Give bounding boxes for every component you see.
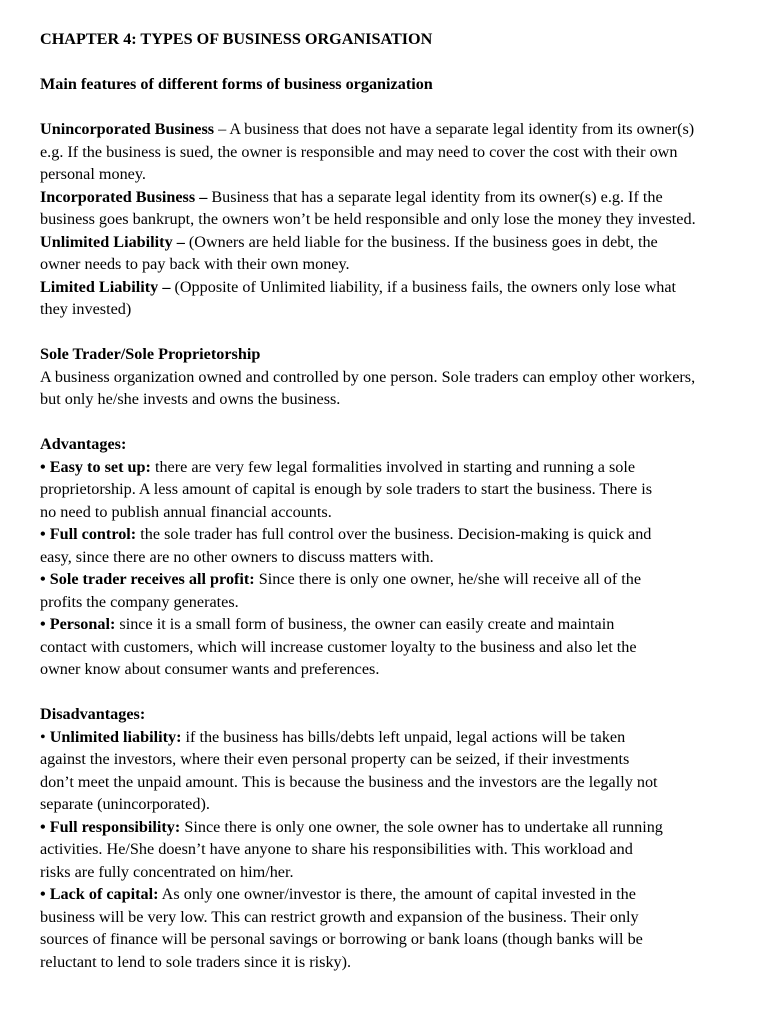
item-text: Since there is only one owner, he/she will receive all of the profits the company generates. (40, 570, 642, 611)
definition-incorporated (40, 186, 700, 231)
spacer (40, 96, 728, 119)
advantages-list (40, 456, 728, 681)
definition-term: Limited Liability – (40, 277, 171, 296)
list-item (40, 816, 665, 884)
bullet: • (40, 570, 50, 588)
definition-text: Business that has a separate legal identity from its owner(s) e.g. If the business goes bankrupt, the owners won’t be held responsible and only lose the money they invested. (40, 187, 696, 228)
features-heading: Main features of different forms of business organization (40, 75, 433, 93)
definition-term: Unlimited Liability – (40, 232, 185, 251)
spacer (40, 411, 728, 434)
sole-trader-heading: Sole Trader/Sole Proprietorship (40, 345, 261, 363)
spacer (40, 681, 728, 704)
spacer (40, 51, 728, 74)
item-text: there are very few legal formalities involved in starting and running a sole proprietorship. A less amount of capital is enough by sole traders to start the business. There is no need to publish annual financial accounts. (40, 457, 653, 521)
definition-separator: – (214, 120, 230, 138)
item-label: Full responsibility: (49, 817, 181, 836)
bullet: • (40, 457, 50, 476)
disadvantages-list (40, 726, 728, 974)
item-text: As only one owner/investor is there, the amount of capital invested in the business will be very low. This can restrict growth and expansion of the business. Their only sources of finance will be personal savings or borrowing or bank loans (though banks will be reluctant to lend to sole traders since it is risky). (40, 885, 643, 971)
list-item (40, 883, 665, 973)
item-text: since it is a small form of business, the owner can easily create and maintain contact with customers, which will increase customer loyalty to the business and also let the owner know about consumer wants and preferences. (40, 615, 637, 678)
item-label: Unlimited liability: (49, 727, 182, 746)
item-label: Easy to set up: (49, 457, 151, 476)
definition-unincorporated (40, 118, 700, 186)
definition-term: Unincorporated Business (40, 120, 215, 138)
bullet: • (40, 525, 50, 543)
bullet: • (40, 727, 50, 746)
definition-text: (Owners are held liable for the business. If the business goes in debt, the owner needs to pay back with their own money. (40, 232, 658, 273)
item-label: Personal: (49, 615, 116, 633)
list-item (40, 523, 665, 568)
spacer (40, 321, 728, 344)
bullet: • (40, 615, 50, 633)
definition-limited-liability (40, 276, 700, 321)
item-label: Full control: (49, 525, 137, 543)
item-label: Lack of capital: (49, 885, 159, 903)
item-text: if the business has bills/debts left unpaid, legal actions will be taken against the investors, where their even personal property can be seized, if their investments don’t meet the unpaid amount. This is because the business and the investors are the legally not separate (unincorporated). (40, 727, 658, 813)
chapter-title: CHAPTER 4: TYPES OF BUSINESS ORGANISATION (40, 30, 433, 48)
definition-unlimited-liability (40, 231, 700, 276)
definition-term: Incorporated Business – (40, 187, 208, 206)
sole-trader-description: A business organization owned and controlled by one person. Sole traders can employ other workers, but only he/she invests and owns the business. (40, 367, 696, 408)
list-item (40, 568, 665, 613)
definition-text: (Opposite of Unlimited liability, if a business fails, the owners only lose what they invested) (40, 277, 677, 318)
list-item (40, 726, 665, 816)
definitions-block (40, 118, 728, 321)
bullet: • (40, 885, 50, 903)
list-item (40, 613, 665, 681)
bullet: • (40, 817, 50, 836)
advantages-heading: Advantages: (40, 435, 127, 453)
disadvantages-heading: Disadvantages: (40, 705, 146, 723)
item-text: the sole trader has full control over the business. Decision-making is quick and easy, since there are no other owners to discuss matters with. (40, 525, 652, 566)
list-item (40, 456, 665, 524)
definition-text: A business that does not have a separate legal identity from its owner(s) e.g. If the business is sued, the owner is responsible and may need to cover the cost with their own personal money. (40, 120, 695, 183)
item-label: Sole trader receives all profit: (49, 570, 255, 588)
item-text: Since there is only one owner, the sole owner has to undertake all running activities. He/She doesn’t have anyone to share his responsibilities with. This workload and risks are fully concentrated on him/her. (40, 817, 663, 881)
